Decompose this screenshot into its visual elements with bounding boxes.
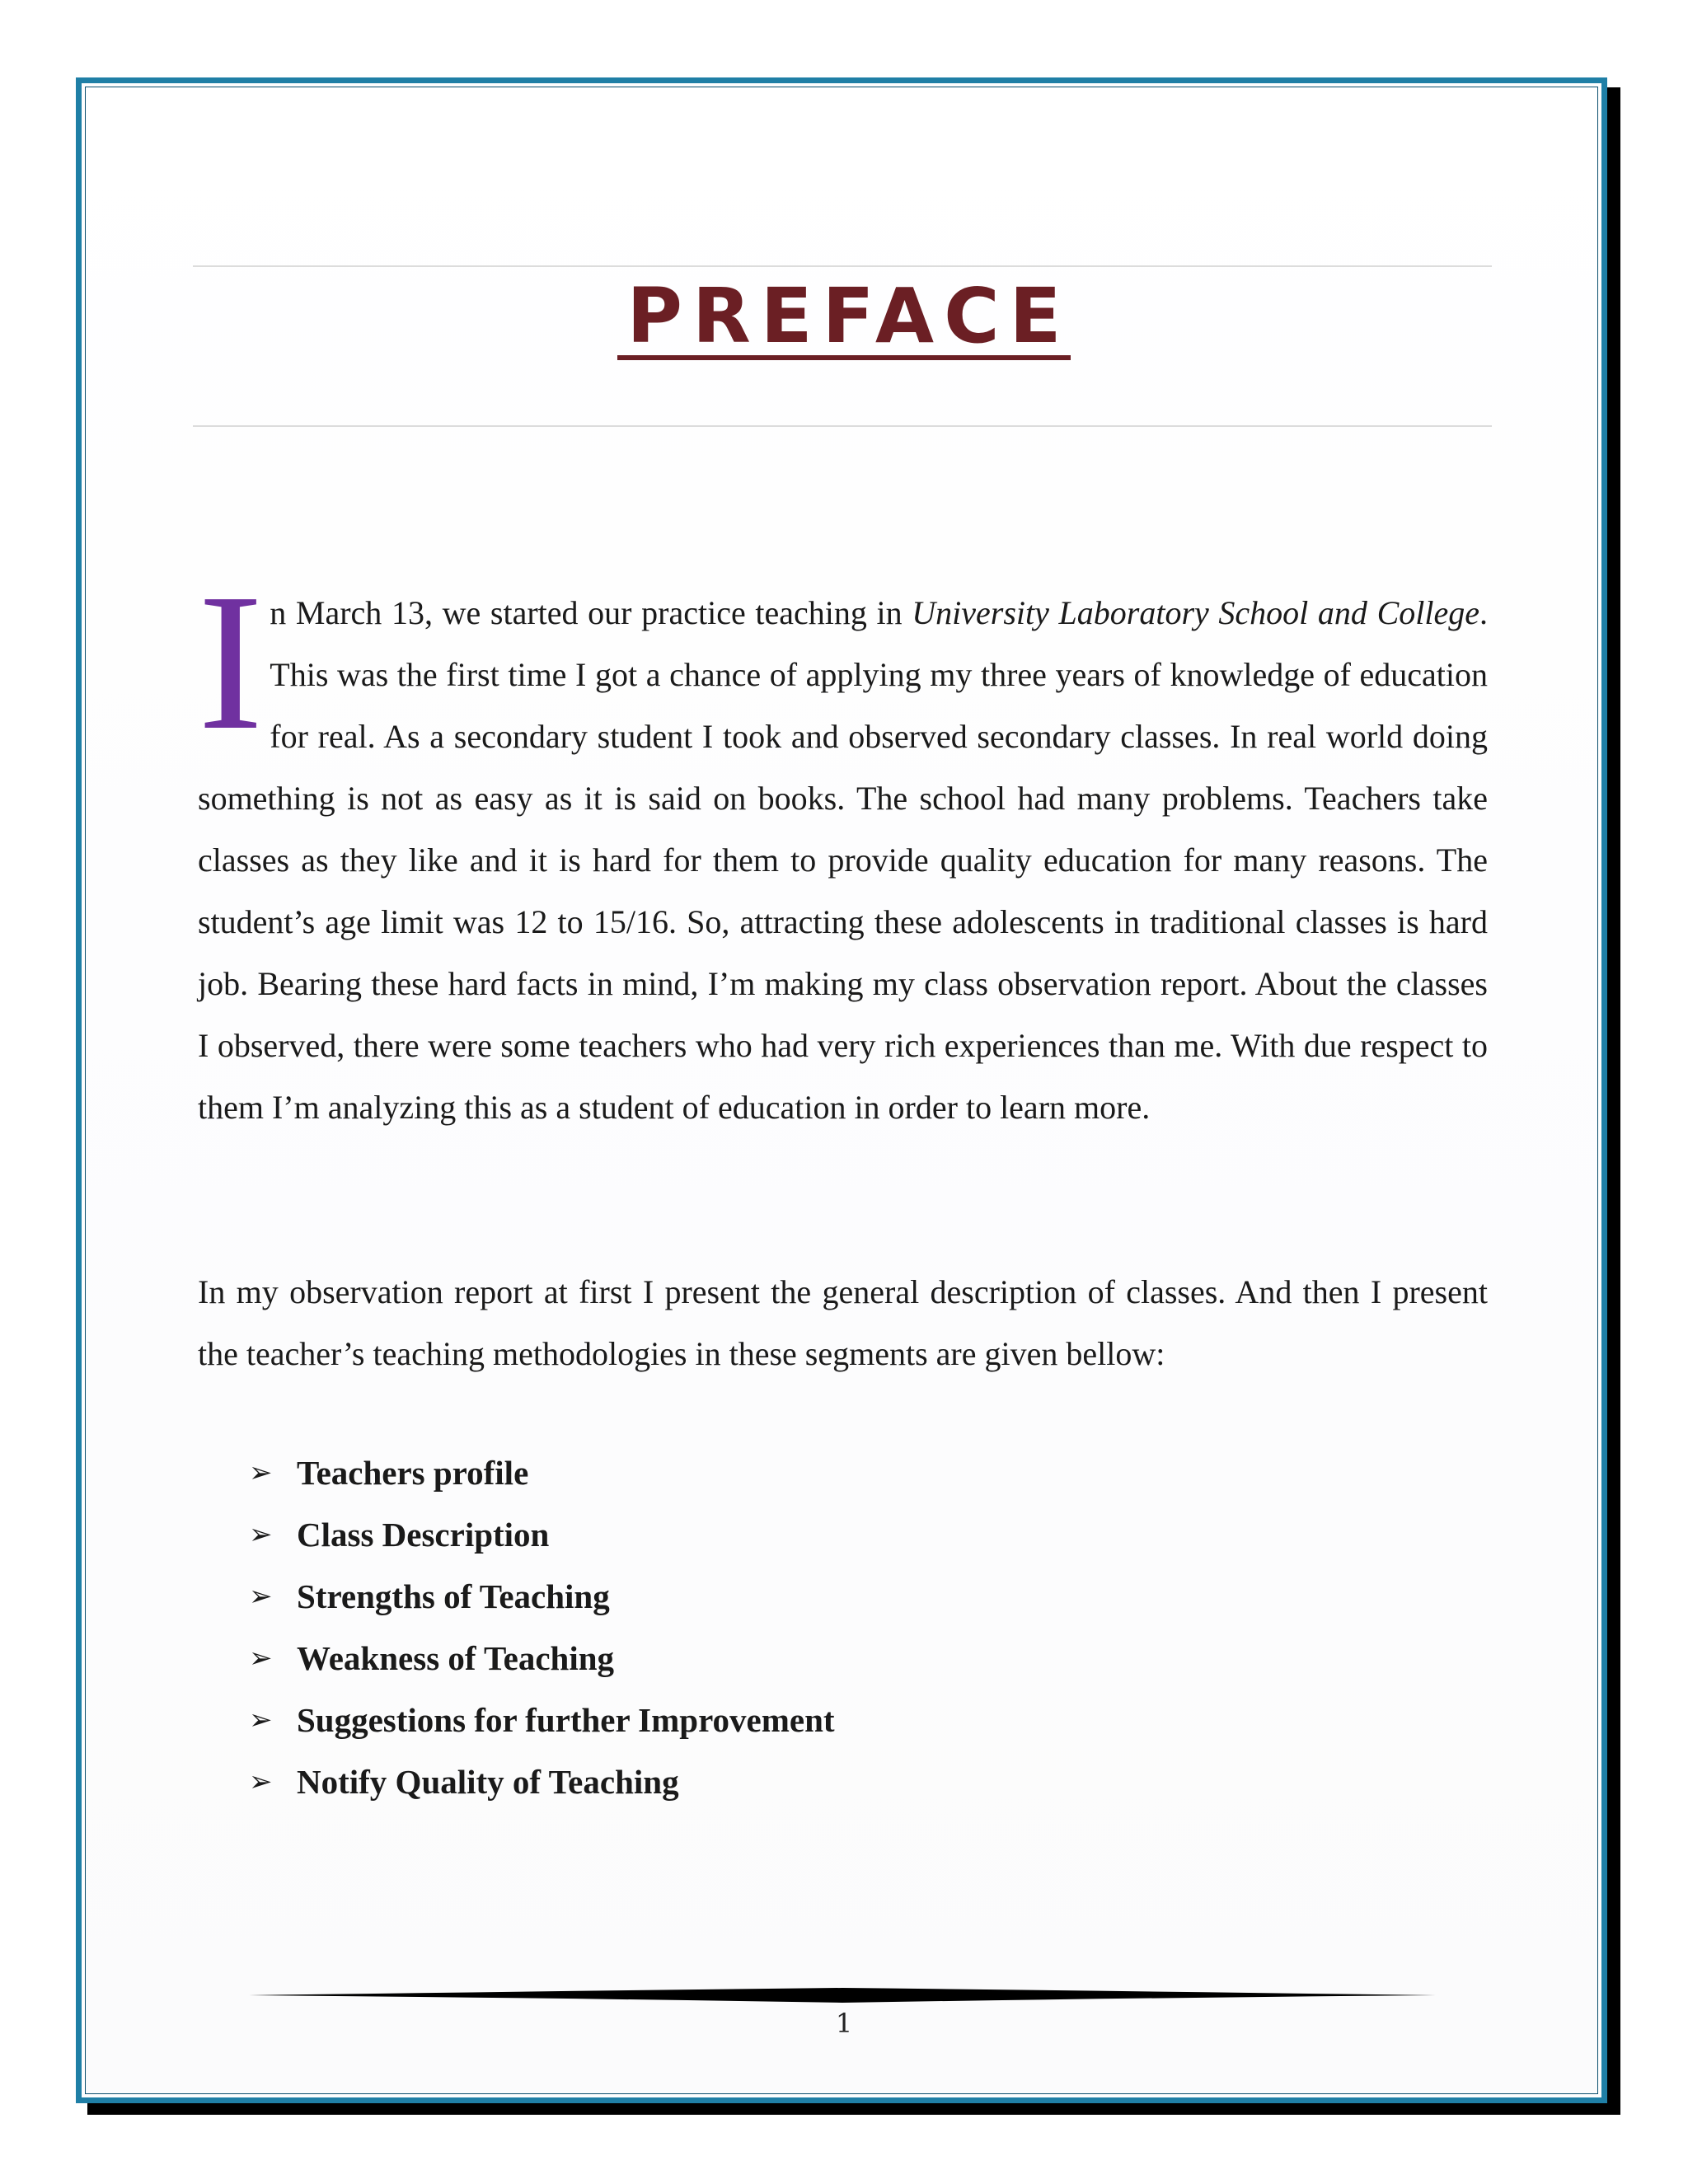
list-item-label: Notify Quality of Teaching bbox=[297, 1763, 679, 1801]
segments-list bbox=[249, 1442, 835, 1813]
page-title: PREFACE bbox=[0, 272, 1688, 360]
arrow-bullet-icon: ➢ bbox=[249, 1704, 273, 1736]
paragraph-2-text: In my observation report at first I present the general description of classes. And then I present the teacher’s teaching methodologies in these segments are given bellow: bbox=[198, 1273, 1488, 1372]
arrow-bullet-icon: ➢ bbox=[249, 1642, 273, 1675]
title-rule-top bbox=[193, 265, 1492, 267]
list-item-label: Class Description bbox=[297, 1516, 550, 1554]
drop-cap-letter: I bbox=[198, 554, 264, 771]
title-rule-bottom bbox=[193, 425, 1492, 427]
list-item bbox=[249, 1690, 835, 1751]
list-item-label: Suggestions for further Improvement bbox=[297, 1701, 835, 1739]
list-item bbox=[249, 1566, 835, 1628]
arrow-bullet-icon: ➢ bbox=[249, 1518, 273, 1551]
preface-paragraph-2 bbox=[198, 1261, 1488, 1385]
preface-paragraph-1 bbox=[198, 554, 1488, 1138]
list-item bbox=[249, 1751, 835, 1813]
school-name-italic: University Laboratory School and College bbox=[912, 594, 1479, 631]
list-item bbox=[249, 1442, 835, 1504]
paragraph-1-text-start: n March 13, we started our practice teaching in bbox=[270, 594, 912, 631]
list-item bbox=[249, 1504, 835, 1566]
list-item-label: Teachers profile bbox=[297, 1454, 529, 1492]
list-item-label: Weakness of Teaching bbox=[297, 1639, 615, 1677]
page-number: 1 bbox=[835, 2008, 853, 2039]
list-item-label: Strengths of Teaching bbox=[297, 1577, 610, 1615]
paragraph-1-text-end: . This was the first time I got a chance of applying my three years of knowledge of education for real. As a secondary student I took and observed secondary classes. In real world doing something is not as easy as it is said on books. The school had many problems. Teachers take classes as they like and it is hard for them to provide quality education for many reasons. The student’s age limit was 12 to 15/16. So, attracting these adolescents in traditional classes is hard job. Bearing these hard facts in mind, I’m making my class observation report. About the classes I observed, there were some teachers who had very rich experiences than me. With due respect to them I’m analyzing this as a student of education in order to learn more. bbox=[198, 594, 1488, 1126]
arrow-bullet-icon: ➢ bbox=[249, 1765, 273, 1798]
footer-divider bbox=[249, 1986, 1436, 2004]
list-item bbox=[249, 1628, 835, 1690]
arrow-bullet-icon: ➢ bbox=[249, 1580, 273, 1613]
arrow-bullet-icon: ➢ bbox=[249, 1456, 273, 1489]
